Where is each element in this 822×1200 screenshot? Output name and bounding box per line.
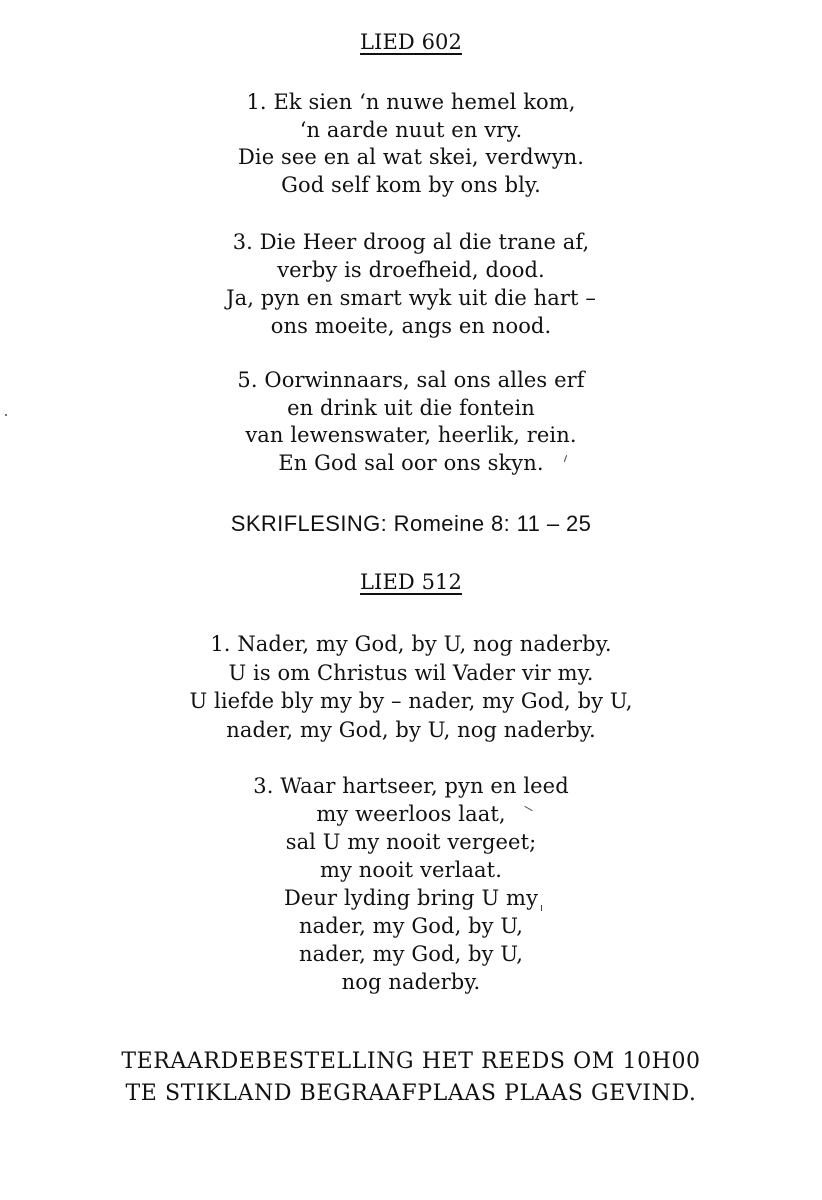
burial-notice-line-1: TERAARDEBESTELLING HET REEDS OM 10H00: [121, 1049, 701, 1074]
song-602-verse-3-line-2: verby is droefheid, dood.: [277, 258, 545, 282]
song-602-verse-3-line-4: ons moeite, angs en nood.: [270, 314, 552, 338]
song-512-verse-1-line-1: 1. Nader, my God, by U, nog naderby.: [210, 632, 612, 656]
song-512-heading: LIED 512: [360, 570, 462, 594]
song-512-verse-3-line-8: nog naderby.: [341, 970, 481, 994]
song-602-verse-1-line-4: God self kom by ons bly.: [281, 173, 541, 197]
song-512-verse-3-line-3: sal U my nooit vergeet;: [285, 830, 537, 854]
song-602-verse-5-line-3: van lewenswater, heerlik, rein.: [245, 423, 577, 447]
song-512-verse-3-line-6: nader, my God, by U,: [298, 914, 524, 938]
song-512-verse-3-line-4: my nooit verlaat.: [320, 858, 502, 882]
song-512-verse-3-line-2: my weerloos laat,: [316, 802, 506, 826]
song-512-verse-1-line-2: U is om Christus wil Vader vir my.: [228, 661, 594, 685]
song-602-verse-5-line-2: en drink uit die fontein: [287, 396, 535, 420]
song-512-verse-3-line-7: nader, my God, by U,: [298, 942, 524, 966]
song-602-verse-1-line-2: ‘n aarde nuut en vry.: [299, 118, 523, 142]
song-602-heading: LIED 602: [360, 30, 462, 54]
song-512-verse-1-line-4: nader, my God, by U, nog naderby.: [226, 718, 596, 742]
song-602-verse-1-line-3: Die see en al wat skei, verdwyn.: [237, 145, 585, 169]
scripture-reading: SKRIFLESING: Romeine 8: 11 – 25: [230, 511, 592, 536]
scan-speck: [541, 905, 542, 911]
burial-notice-line-2: TE STIKLAND BEGRAAFPLAAS PLAAS GEVIND.: [125, 1081, 697, 1106]
song-602-verse-3-line-1: 3. Die Heer droog al die trane af,: [232, 230, 590, 254]
song-512-verse-1-line-3: U liefde bly my by – nader, my God, by U,: [189, 689, 633, 713]
scan-speck: [5, 414, 7, 416]
song-602-verse-1-line-1: 1. Ek sien ‘n nuwe hemel kom,: [246, 90, 576, 114]
song-602-verse-5-line-4: En God sal oor ons skyn.: [278, 451, 544, 475]
song-512-verse-3-line-1: 3. Waar hartseer, pyn en leed: [253, 774, 569, 798]
song-602-verse-5-line-1: 5. Oorwinnaars, sal ons alles erf: [237, 368, 585, 392]
song-602-verse-3-line-3: Ja, pyn en smart wyk uit die hart –: [226, 286, 596, 310]
song-512-verse-3-line-5: Deur lyding bring U my: [283, 886, 539, 910]
